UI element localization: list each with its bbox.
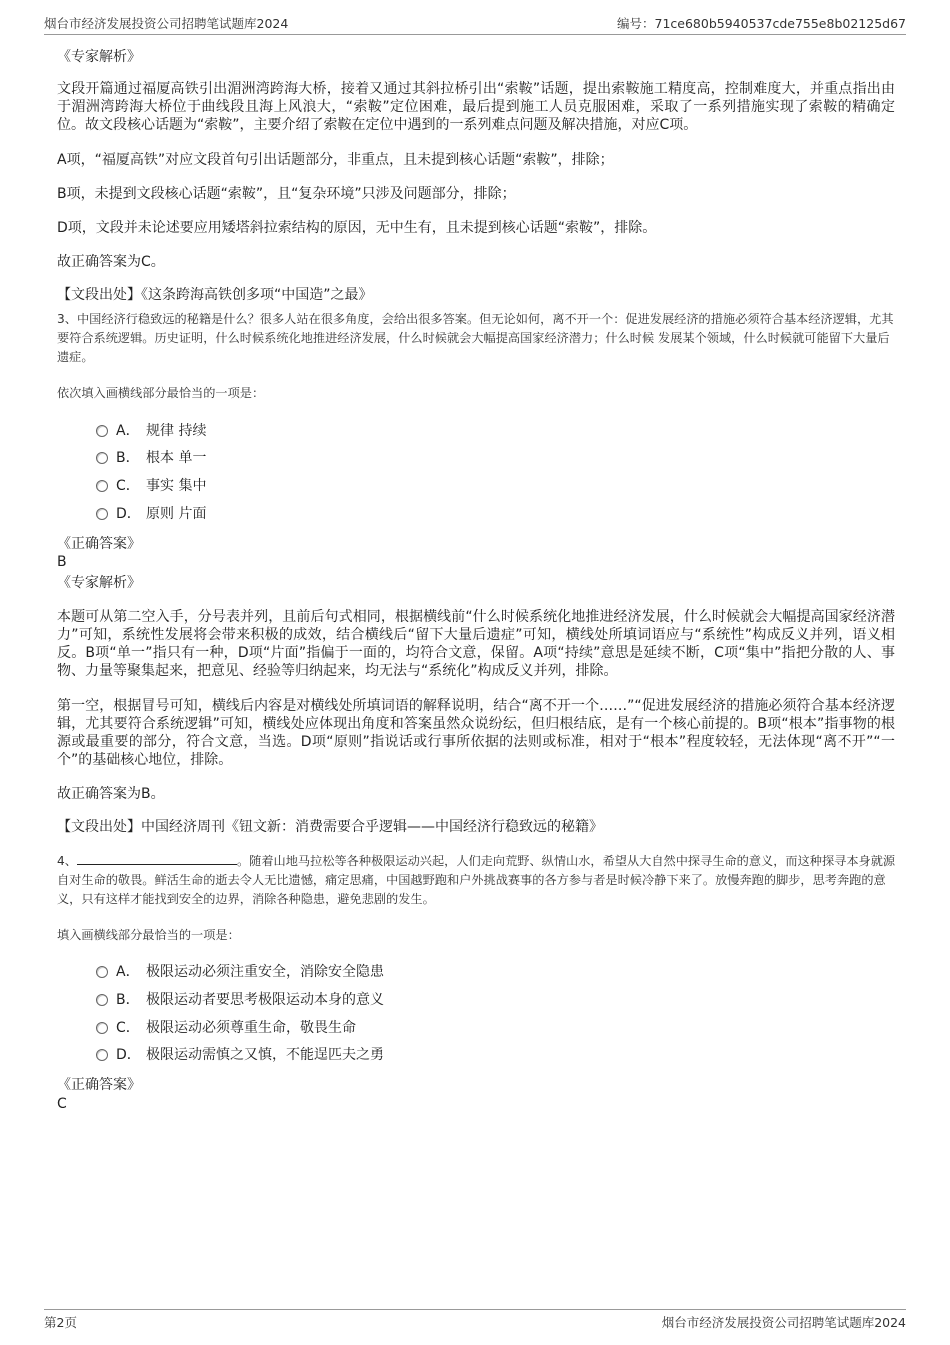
radio-icon[interactable]: [96, 480, 108, 492]
q2-analysis-paragraph-2: A项，“福厦高铁”对应文段首句引出话题部分，非重点，且未提到核心话题“索鞍”，排除；: [57, 152, 614, 168]
q3-source: 【文段出处】中国经济周刊《钮文新：消费需要合乎逻辑——中国经济行稳致远的秘籍》: [57, 819, 603, 835]
q3-answer-label: 《正确答案》: [57, 536, 141, 552]
radio-icon[interactable]: [96, 1022, 108, 1034]
q4-number: 4、: [57, 854, 77, 868]
q3-option-c[interactable]: [96, 477, 206, 495]
option-text: 极限运动必须注重安全，消除安全隐患: [146, 964, 384, 980]
option-text: 极限运动需慎之又慎，不能逞匹夫之勇: [146, 1047, 384, 1063]
page-number: 第2页: [44, 1315, 77, 1330]
q4-option-d[interactable]: [96, 1046, 384, 1064]
q4-answer-label: 《正确答案》: [57, 1077, 141, 1093]
q4-answer: C: [57, 1096, 67, 1112]
page-header: [44, 14, 906, 34]
option-key: D．: [116, 1047, 141, 1063]
option-text: 事实 集中: [146, 478, 207, 494]
option-text: 极限运动者要思考极限运动本身的意义: [146, 992, 384, 1008]
q4-stem-text: 。随着山地马拉松等各种极限运动兴起，人们走向荒野、纵情山水，希望从大自然中探寻生命的意义，而这种探寻本身就源自对生命的敬畏。鲜活生命的逝去令人无比遗憾，痛定思痛，中国越野跑和户外挑战赛事的各方参与者是时候冷静下来了。放慢奔跑的脚步，思考奔跑的意义，只有这样才能找到安全的边界，消除各种隐患，避免悲剧的发生。: [57, 854, 896, 906]
q2-conclusion: 故正确答案为C。: [57, 254, 165, 270]
q4-option-b[interactable]: [96, 991, 384, 1009]
q3-conclusion: 故正确答案为B。: [57, 786, 165, 802]
radio-icon[interactable]: [96, 994, 108, 1006]
q4-fill-blank: [77, 852, 237, 865]
option-text: 极限运动必须尊重生命，敬畏生命: [146, 1020, 356, 1036]
radio-icon[interactable]: [96, 508, 108, 520]
footer-title: 烟台市经济发展投资公司招聘笔试题库2024: [661, 1315, 906, 1330]
radio-icon[interactable]: [96, 966, 108, 978]
footer-divider: [44, 1309, 906, 1310]
q3-analysis-paragraph-1: 本题可从第二空入手，分号表并列，且前后句式相同，根据横线前“什么时候系统化地推进经济发展，什么时候就会大幅提高国家经济潜力”可知，系统性发展将会带来积极的成效，结合横线后“留下大量后遗症”可知，横线处所填词语应与“系统性”构成反义并列，语义相反。B项“单一”指只有一种，D项“片面”指偏于一面的，均符合文意，保留。A项“持续”意思是延续不断，C项“集中”指把分散的人、事物、力量等聚集起来，把意见、经验等归纳起来，均无法与“系统化”构成反义并列，排除。: [57, 609, 895, 679]
q3-option-d[interactable]: [96, 505, 206, 523]
option-text: 原则 片面: [146, 506, 207, 522]
header-divider: [44, 34, 906, 35]
q2-analysis-paragraph-4: D项，文段并未论述要应用矮塔斜拉索结构的原因，无中生有，且未提到核心话题“索鞍”，排除。: [57, 220, 657, 236]
q4-option-c[interactable]: [96, 1019, 356, 1037]
header-title: 烟台市经济发展投资公司招聘笔试题库2024: [44, 16, 289, 31]
option-text: 根本 单一: [146, 450, 207, 466]
q2-analysis-paragraph-3: B项，未提到文段核心话题“索鞍”，且“复杂环境”只涉及问题部分，排除；: [57, 186, 516, 202]
radio-icon[interactable]: [96, 1049, 108, 1061]
option-key: D．: [116, 506, 141, 522]
option-key: B．: [116, 992, 140, 1008]
q3-analysis-label: 《专家解析》: [57, 575, 141, 591]
q3-stem: 3、中国经济行稳致远的秘籍是什么？很多人站在很多角度，会给出很多答案。但无论如何，离不开一个：促进发展经济的措施必须符合基本经济逻辑，尤其要符合系统逻辑。历史证明，什么时候系统化地推进经济发展，什么时候就会大幅提高国家经济潜力；什么时候 发展某个领域，什么时候就可能留下大量后遗症。: [57, 312, 894, 364]
option-text: 规律 持续: [146, 423, 207, 439]
option-key: B．: [116, 450, 140, 466]
header-serial-number: 编号：71ce680b5940537cde755e8b02125d67: [617, 16, 906, 31]
option-key: C．: [116, 1020, 140, 1036]
q3-answer: B: [57, 554, 67, 570]
q2-analysis-paragraph-1: 文段开篇通过福厦高铁引出湄洲湾跨海大桥，接着又通过其斜拉桥引出“索鞍”话题，提出索鞍施工精度高，控制难度大，并重点指出由于湄洲湾跨海大桥位于曲线段且海上风浪大，“索鞍”定位困难，最后提到施工人员克服困难，采取了一系列措施实现了索鞍的精确定位。故文段核心话题为“索鞍”，主要介绍了索鞍在定位中遇到的一系列难点问题及解决措施，对应C项。: [57, 81, 895, 133]
radio-icon[interactable]: [96, 425, 108, 437]
q2-analysis-label: 《专家解析》: [57, 49, 141, 65]
page-footer: [44, 1313, 906, 1333]
option-key: A．: [116, 964, 140, 980]
q4-option-a[interactable]: [96, 963, 384, 981]
q4-prompt: 填入画横线部分最恰当的一项是：: [57, 928, 240, 942]
q2-source: 【文段出处】《这条跨海高铁创多项“中国造”之最》: [57, 287, 373, 303]
q4-stem: [57, 852, 899, 909]
option-key: A．: [116, 423, 140, 439]
q3-option-a[interactable]: [96, 422, 206, 440]
q3-prompt: 依次填入画横线部分最恰当的一项是：: [57, 386, 265, 400]
radio-icon[interactable]: [96, 452, 108, 464]
option-key: C．: [116, 478, 140, 494]
q3-option-b[interactable]: [96, 449, 206, 467]
q3-analysis-paragraph-2: 第一空，根据冒号可知，横线后内容是对横线处所填词语的解释说明，结合“离不开一个……”“促进发展经济的措施必须符合基本经济逻辑，尤其要符合系统逻辑”可知，横线处应体现出角度和答案虽然众说纷纭，但归根结底，是有一个核心前提的。B项“根本”指事物的根源或最重要的部分，符合文意，当选。D项“原则”指说话或行事所依据的法则或标准，相对于“根本”程度较轻，无法体现“离不开”“一个”的基础核心地位，排除。: [57, 698, 895, 768]
